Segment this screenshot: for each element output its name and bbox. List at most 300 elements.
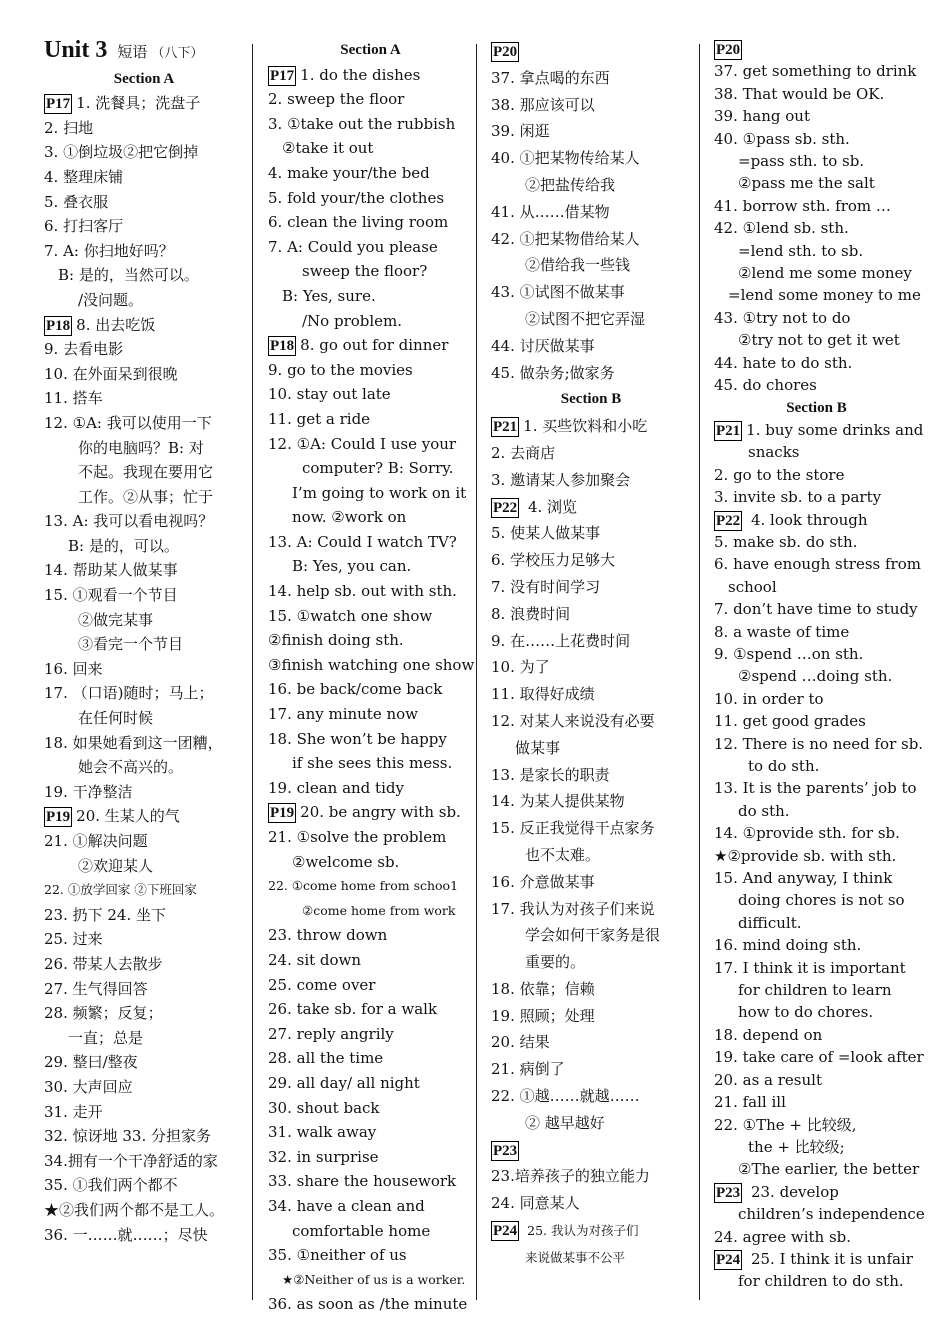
phrase-line [491,38,691,65]
unit-header [44,38,244,67]
phrase-text: ② 越早越好 [525,1113,605,1132]
phrase-text: 41. borrow sth. from … [714,196,891,215]
phrase-line [44,854,244,879]
phrase-text: 4. make your/the bed [268,163,430,182]
phrase-line [491,279,691,306]
phrase-line [714,105,919,127]
phrase-line [491,842,691,869]
phrase-line [44,214,244,239]
phrase-line [714,486,919,508]
page-number-badge: P20 [493,44,518,60]
phrase-text: ②welcome sb. [292,852,400,871]
phrase-text: for children to learn [738,981,892,1000]
phrase-line [44,1001,244,1026]
phrase-line [491,1083,691,1110]
phrase-text: 一直；总是 [68,1028,144,1047]
page-number-badge: P20 [716,42,741,58]
phrase-text: =lend some money to me [728,286,921,305]
phrase-line [714,800,919,822]
phrase-line [268,210,473,235]
phrase-text: how to do chores. [738,1003,874,1022]
phrase-line [268,923,473,948]
phrase-text: B: 是的，当然可以。 [58,266,199,285]
phrase-text: 27. 生气得回答 [44,979,148,998]
phrase-line [268,87,473,112]
phrase-line [268,358,473,383]
phrase-text: 25. come over [268,975,376,994]
phrase-line [714,598,919,620]
phrase-line [268,136,473,161]
phrase-line [714,531,919,553]
phrase-text: 5. 叠衣服 [44,192,109,211]
phrase-text: 不起。我现在要用它 [78,463,214,482]
phrase-line [268,554,473,579]
phrase-text: 重要的。 [525,953,586,972]
phrase-text: 20. 结果 [491,1033,550,1052]
phrase-line [714,307,919,329]
phrase-line [491,467,691,494]
phrase-text: ★②我们两个都不是工人。 [44,1200,225,1219]
phrase-line [268,776,473,801]
phrase-line [44,903,244,928]
phrase-line [44,534,244,559]
phrase-line [491,735,691,762]
section-heading [44,67,244,92]
page-number-badge: P18 [46,317,71,334]
phrase-line [268,481,473,506]
phrase-line [491,226,691,253]
phrase-text: 3. 邀请某人参加聚会 [491,470,631,489]
unit-title: Unit 3 [44,37,108,63]
phrase-text: 19. 照顾；处理 [491,1006,595,1025]
phrase-line [714,688,919,710]
phrase-line [714,150,919,172]
page-number-badge: P17 [270,67,295,84]
phrase-text: 26. take sb. for a walk [268,1000,438,1019]
phrase-line [268,874,473,899]
phrase-text: 8. 浪费时间 [491,604,571,623]
phrase-text: 36. as soon as /the minute [268,1295,468,1314]
phrase-text: 6. 打扫客厅 [44,217,124,236]
phrase-line [268,112,473,137]
phrase-text: 16. be back/come back [268,680,443,699]
phrase-text: 37. get something to drink [714,62,917,81]
phrase-line [268,850,473,875]
phrase-line [491,949,691,976]
phrase-line [44,1026,244,1051]
phrase-text: ②做完某事 [78,610,154,629]
phrase-line [714,83,919,105]
phrase-line [268,1120,473,1145]
phrase-line [714,553,919,575]
phrase-text: 33. share the housework [268,1172,457,1191]
phrase-line [44,1149,244,1174]
phrase-text: 12. ①A: 我可以使用一下 [44,413,212,432]
phrase-text: 7. A: 你扫地好吗？ [44,241,174,260]
phrase-line [44,288,244,313]
phrase-text: 19. take care of =look after [714,1048,924,1067]
phrase-text: children’s independence [738,1205,925,1224]
phrase-text: 44. hate to do sth. [714,353,853,372]
phrase-text: 17. （口语)随时；马上； [44,684,214,703]
phrase-line [268,800,473,825]
phrase-text: 23. 扔下 24. 坐下 [44,905,167,924]
phrase-text: 43. ①try not to do [714,308,851,327]
phrase-text: 3. ①倒垃圾②把它倒掉 [44,143,199,162]
phrase-line [44,386,244,411]
phrase-line [714,1024,919,1046]
phrase-text: 28. all the time [268,1049,384,1068]
unit-subtitle: （八下） [151,46,204,61]
phrase-text: 15. ①watch one show [268,606,433,625]
phrase-text: 29. all day/ all night [268,1073,420,1092]
phrase-text: 5. 使某人做某事 [491,524,601,543]
phrase-text: 工作。②从事；忙于 [78,487,214,506]
phrase-line [44,1173,244,1198]
phrase-line [44,755,244,780]
phrase-text: 42. ①lend sb. sth. [714,219,849,238]
phrase-text: 34. have a clean and [268,1196,425,1215]
phrase-text: 23. develop [746,1182,839,1201]
phrase-line [714,822,919,844]
phrase-line [44,632,244,657]
phrase-line [268,530,473,555]
phrase-line [44,436,244,461]
phrase-line [268,235,473,260]
phrase-text: 2. 去商店 [491,443,556,462]
phrase-line [268,1194,473,1219]
phrase-line [491,681,691,708]
phrase-line [714,1046,924,1068]
phrase-text: 29. 整曰/整夜 [44,1053,138,1072]
phrase-text: Section A [340,42,401,58]
phrase-text: 1. buy some drinks and [746,420,924,439]
phrase-line [714,1069,919,1091]
phrase-text: 4. 整理床铺 [44,167,124,186]
phrase-text: 21. fall ill [714,1093,786,1112]
phrase-text: 36. 一……就……；尽快 [44,1225,208,1244]
phrase-text: 13. A: 我可以看电视吗？ [44,512,214,531]
phrase-line [268,604,473,629]
phrase-line [44,485,244,510]
phrase-line [268,997,473,1022]
phrase-text: 11. get good grades [714,712,866,731]
phrase-line [714,419,924,441]
phrase-line [44,1075,244,1100]
phrase-line [268,751,473,776]
phrase-line [491,360,691,387]
column-english-section-b [714,38,925,1304]
phrase-line [44,583,244,608]
phrase-line [491,92,691,119]
phrase-line [268,186,473,211]
phrase-line [44,681,244,706]
phrase-line [268,1022,473,1047]
phrase-line [491,118,691,145]
phrase-text: 6. 学校压力足够大 [491,551,616,570]
phrase-text: difficult. [738,913,802,932]
phrase-text: 她会不高兴的。 [78,758,184,777]
phrase-text: ②pass me the salt [738,174,875,193]
phrase-text: 22. ①越……就越…… [491,1087,640,1106]
phrase-text: 18. 如果她看到这一团糟， [44,733,223,752]
phrase-text: 38. That would be OK. [714,84,885,103]
phrase-text: 在任何时候 [78,709,154,728]
phrase-line [714,979,919,1001]
phrase-text: 12. There is no need for sb. [714,734,924,753]
phrase-text: 30. 大声回应 [44,1077,133,1096]
phrase-line [714,934,919,956]
phrase-line [714,38,919,60]
phrase-line [268,505,473,530]
phrase-line [268,407,473,432]
phrase-text: 32. in surprise [268,1147,379,1166]
phrase-line [714,621,919,643]
phrase-line [268,63,473,88]
phrase-text: 35. ①neither of us [268,1246,407,1265]
phrase-text: ③看完一个节目 [78,635,184,654]
phrase-text: snacks [748,443,800,462]
phrase-line [714,1001,919,1023]
phrase-line [268,1243,473,1268]
phrase-text: sweep the floor? [302,262,428,281]
phrase-line [44,165,244,190]
phrase-text: 25. 我认为对孩子们 [523,1223,639,1239]
phrase-line [268,727,473,752]
phrase-text: 16. mind doing sth. [714,936,862,955]
phrase-text: ②把盐传给我 [525,175,616,194]
phrase-text: 18. She won’t be happy [268,729,447,748]
phrase-text: 31. 走开 [44,1102,103,1121]
phrase-line [268,579,473,604]
phrase-text: 3. ①take out the rubbish [268,114,456,133]
phrase-line [714,777,919,799]
phrase-line [714,1226,919,1248]
phrase-text: 30. shout back [268,1098,380,1117]
phrase-line [44,263,244,288]
phrase-line [714,464,919,486]
phrase-line [714,1248,919,1270]
phrase-line [714,889,919,911]
phrase-line [491,869,691,896]
phrase-text: 15. 反正我觉得干点家务 [491,819,655,838]
page-number-badge: P23 [716,1184,741,1201]
phrase-text: Section A [113,70,175,87]
phrase-text: 8. go out for dinner [300,336,449,355]
phrase-text: 来说做某事不公平 [525,1249,626,1265]
phrase-text: =pass sth. to sb. [738,152,865,171]
phrase-line [491,896,691,923]
phrase-line [44,731,244,756]
phrase-text: 22. ①come home from schoo1 [268,878,459,894]
phrase-line [714,329,919,351]
page-number-badge: P21 [493,419,518,436]
phrase-text: 6. clean the living room [268,213,449,232]
phrase-text: 17. I think it is important [714,958,906,977]
phrase-line [714,576,919,598]
phrase-line [491,1003,691,1030]
phrase-text: Section B [786,399,847,416]
phrase-line [44,558,244,583]
phrase-text: 39. 闲逛 [491,122,550,141]
phrase-text: 28. 频繁；反复； [44,1004,163,1023]
column-chinese-section-a [44,38,244,1304]
column-chinese-section-b [491,38,691,1304]
phrase-line [268,1046,473,1071]
phrase-text: ★②Neither of us is a worker. [282,1271,466,1287]
phrase-text: 35. ①我们两个都不 [44,1176,178,1195]
phrase-text: 7. 没有时间学习 [491,577,601,596]
phrase-line [714,284,919,306]
phrase-line [268,677,473,702]
phrase-line [714,710,919,732]
phrase-text: 7. don’t have time to study [714,600,918,619]
phrase-line [714,262,919,284]
phrase-text: ②欢迎某人 [78,856,154,875]
phrase-line [44,780,244,805]
phrase-text: 2. sweep the floor [268,90,405,109]
phrase-line [714,733,924,755]
phrase-text: /没问题。 [78,290,144,309]
phrase-line [268,456,473,481]
phrase-line [491,1217,691,1245]
phrase-line [491,1056,691,1083]
phrase-text: 17. any minute now [268,705,419,724]
phrase-line [44,116,244,141]
phrase-text: 38. 那应该可以 [491,95,595,114]
phrase-text: 10. 为了 [491,658,550,677]
phrase-text: 13. 是家长的职责 [491,765,610,784]
phrase-line [44,411,244,436]
phrase-text: ②take it out [282,139,374,158]
phrase-text: 4. look through [746,510,868,529]
phrase-text: /No problem. [302,311,403,330]
phrase-line [491,520,691,547]
phrase-line [44,313,244,338]
phrase-text: 2. 扫地 [44,118,94,137]
phrase-line [44,829,244,854]
phrase-line [491,654,691,681]
phrase-text: 40. ①把某物传给某人 [491,149,640,168]
phrase-text: 42. ①把某物借给某人 [491,229,640,248]
phrase-line [714,352,919,374]
phrase-line [268,825,473,850]
phrase-line [268,948,473,973]
phrase-line [44,657,244,682]
phrase-line [268,702,473,727]
phrase-text: I’m going to work on it [292,483,467,502]
phrase-line [44,362,244,387]
phrase-text: 19. 干净整洁 [44,782,133,801]
phrase-line [491,65,691,92]
phrase-text: 11. get a ride [268,409,371,428]
phrase-line [714,1270,919,1292]
phrase-line [268,309,473,334]
phrase-line [268,1268,473,1293]
phrase-line [491,252,691,279]
phrase-line [714,172,919,194]
phrase-line [491,628,691,655]
page-number-badge: P17 [46,96,71,113]
phrase-line [491,494,691,521]
phrase-line [491,1137,691,1164]
phrase-line [44,952,244,977]
phrase-text: the + 比较级; [748,1137,845,1156]
phrase-text: ②come home from work [302,902,456,918]
phrase-text: computer? B: Sorry. [302,459,454,478]
phrase-text: 22. ①The + 比较级, [714,1115,857,1134]
phrase-line [268,161,473,186]
phrase-text: 25. 过来 [44,930,103,949]
phrase-line [268,1145,473,1170]
phrase-line [714,867,919,889]
phrase-line [491,1190,691,1217]
phrase-line [268,1169,473,1194]
phrase-text: 43. ①试图不做某事 [491,283,625,302]
phrase-text: 25. I think it is unfair [746,1249,913,1268]
page-number-badge: P24 [493,1223,518,1240]
phrase-text: if she sees this mess. [292,754,453,773]
phrase-line [268,653,473,678]
phrase-text: 18. 依靠；信赖 [491,979,595,998]
phrase-text: B: Yes, you can. [292,557,412,576]
phrase-text: 11. 取得好成绩 [491,685,595,704]
phrase-line [491,922,691,949]
phrase-text: B: 是的，可以。 [68,536,179,555]
phrase-text: 11. 搭车 [44,389,103,408]
phrase-line [714,957,919,979]
phrase-line [714,755,919,777]
phrase-text: 1. do the dishes [300,65,421,84]
phrase-text: 13. It is the parents’ job to [714,779,917,798]
phrase-line [491,762,691,789]
phrase-text: 8. a waste of time [714,622,850,641]
phrase-text: 45. do chores [714,376,817,395]
column-english-section-a [268,38,475,1314]
phrase-text: 20. as a result [714,1070,822,1089]
phrase-line [491,574,691,601]
phrase-text: 20. 生某人的气 [76,807,180,826]
unit-title-cn: 短语 [117,43,148,61]
phrase-text: ②lend me some money [738,264,912,283]
phrase-text: 9. ①spend …on sth. [714,644,864,663]
phrase-line [44,804,244,829]
phrase-text: 5. make sb. do sth. [714,532,858,551]
phrase-text: ★②provide sb. with sth. [714,846,897,865]
phrase-line [44,878,244,903]
phrase-line [714,1091,919,1113]
phrase-line [714,374,919,396]
phrase-line [714,509,919,531]
phrase-text: 6. have enough stress from [714,555,921,574]
phrase-text: for children to do sth. [738,1272,904,1291]
phrase-text: 19. clean and tidy [268,778,404,797]
phrase-text: 学会如何干家务是很 [525,926,661,945]
phrase-line [714,60,919,82]
phrase-line [491,333,691,360]
phrase-line [714,845,919,867]
phrase-text: 14. help sb. out with sth. [268,582,457,601]
phrase-line [491,413,691,440]
phrase-text: ②finish doing sth. [268,631,404,650]
phrase-line [714,195,919,217]
phrase-text: 37. 拿点喝的东西 [491,68,610,87]
phrase-text: 12. ①A: Could I use your [268,434,457,453]
phrase-text: 24. agree with sb. [714,1227,852,1246]
page-number-badge: P23 [493,1142,518,1159]
phrase-line [268,382,473,407]
page-number-badge: P18 [270,338,295,355]
